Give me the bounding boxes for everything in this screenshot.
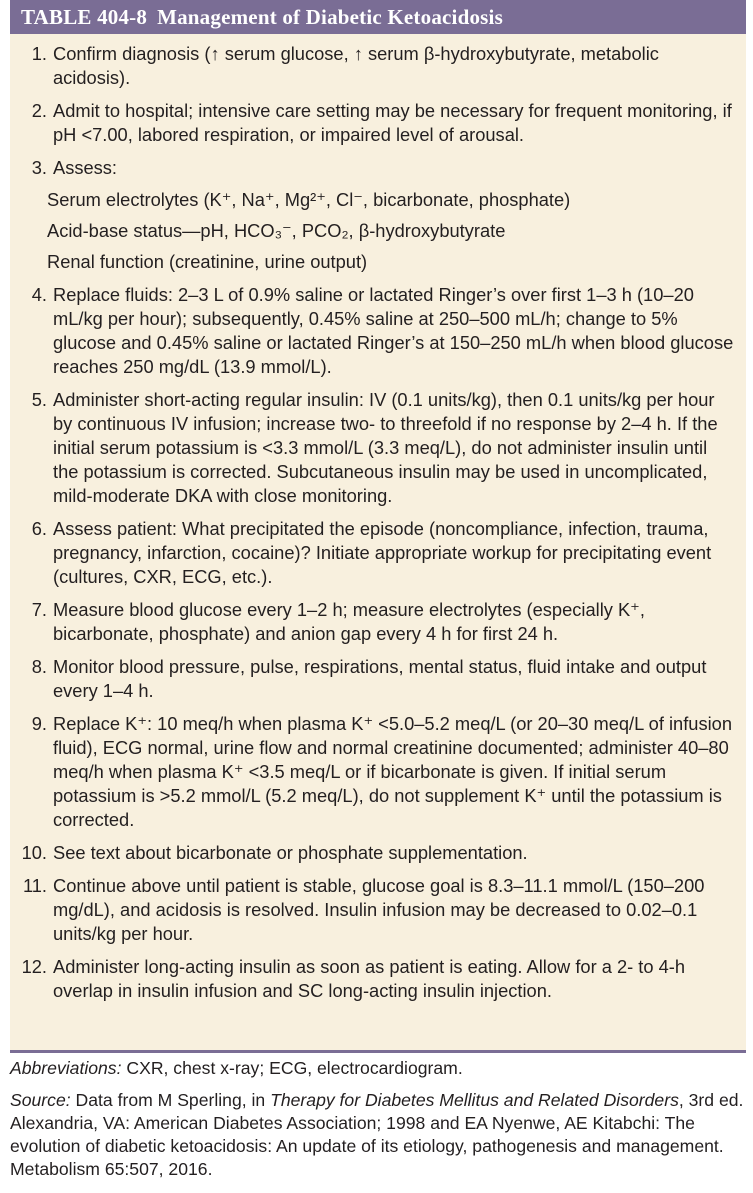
step-number: 6. xyxy=(31,518,47,539)
source-book-title: Therapy for Diabetes Mellitus and Related Disorders xyxy=(270,1090,679,1110)
step-number: 1. xyxy=(31,43,47,64)
table-footnotes xyxy=(10,1057,746,1190)
step-number: 11. xyxy=(22,875,47,896)
step-text: Administer short-acting regular insulin: IV (0.1 units/kg), then 0.1 units/kg per hour by continuous IV infusion; increase two- to threefold if no response by 2–4 h. If the initial serum potassium is <3.3 mmol/L (3.3 meq/L), do not administer insulin until the potassium is corrected. Subcutaneous insulin may be used in uncomplicated, mild-moderate DKA with close monitoring. xyxy=(53,389,718,506)
assess-acid-base: Acid-base status—pH, HCO₃⁻, PCO₂, β-hydroxybutyrate xyxy=(47,220,506,241)
abbreviations-label: Abbreviations: xyxy=(10,1058,122,1078)
step-7 xyxy=(10,598,736,646)
step-1 xyxy=(10,42,736,90)
step-number: 9. xyxy=(31,713,47,734)
step-6 xyxy=(10,517,736,589)
step-text: Assess patient: What precipitated the episode (noncompliance, infection, trauma, pregnancy, infarction, cocaine)? Initiate appropriate workup for precipitating event (cultures, CXR, ECG, etc.). xyxy=(53,518,712,587)
step-number: 5. xyxy=(31,389,47,410)
assess-renal: Renal function (creatinine, urine output) xyxy=(47,251,368,272)
step-number: 3. xyxy=(31,157,47,178)
step-2 xyxy=(10,99,736,147)
step-text: Replace fluids: 2–3 L of 0.9% saline or lactated Ringer’s over first 1–3 h (10–20 mL/kg per hour); subsequently, 0.45% saline at 250–500 mL/h; change to 5% glucose and 0.45% saline or lactated Ringer’s at 150–250 mL/h when blood glucose reaches 250 mg/dL (13.9 mmol/L). xyxy=(53,284,734,377)
table-box xyxy=(10,0,746,1050)
table-number: TABLE 404-8 xyxy=(21,4,148,29)
steps-list xyxy=(10,34,746,1003)
source-note xyxy=(10,1089,746,1181)
step-number: 10. xyxy=(21,842,47,863)
table-bottom-rule xyxy=(10,1050,746,1053)
step-number: 7. xyxy=(31,599,47,620)
step-number: 12. xyxy=(21,956,47,977)
table-title: Management of Diabetic Ketoacidosis xyxy=(157,4,503,29)
step-3 xyxy=(10,156,736,274)
table-header xyxy=(10,0,746,34)
step-number: 2. xyxy=(31,100,47,121)
step-12 xyxy=(10,955,736,1003)
step-text: Measure blood glucose every 1–2 h; measure electrolytes (especially K⁺, bicarbonate, phosphate) and anion gap every 4 h for first 24 h. xyxy=(53,599,645,644)
abbreviations-text: CXR, chest x-ray; ECG, electrocardiogram. xyxy=(121,1058,463,1078)
assess-electrolytes: Serum electrolytes (K⁺, Na⁺, Mg²⁺, Cl⁻, bicarbonate, phosphate) xyxy=(47,189,571,210)
abbreviations-note xyxy=(10,1057,746,1080)
step-10 xyxy=(10,841,736,865)
step-9 xyxy=(10,712,736,832)
step-5 xyxy=(10,388,736,508)
step-text: Administer long-acting insulin as soon as patient is eating. Allow for a 2- to 4-h overlap in insulin infusion and SC long-acting insulin injection. xyxy=(53,956,686,1001)
step-text: Continue above until patient is stable, glucose goal is 8.3–11.1 mmol/L (150–200 mg/dL), and acidosis is resolved. Insulin infusion may be decreased to 0.02–0.1 units/kg per hour. xyxy=(53,875,705,944)
source-text: Data from M Sperling, in xyxy=(70,1090,271,1110)
step-text-block xyxy=(47,156,736,274)
step-text: Assess: xyxy=(53,157,118,178)
step-11 xyxy=(10,874,736,946)
step-text: See text about bicarbonate or phosphate supplementation. xyxy=(53,842,528,863)
source-text-rest: , 3rd ed. Alexandria, VA: American Diabetes Association; 1998 and EA Nyenwe, AE Kitabchi: The evolution of diabetic ketoacidosis: An update of its etiology, pathogenesis and management. Metabolism 65:507, 2016. xyxy=(10,1090,744,1179)
step-text: Confirm diagnosis (↑ serum glucose, ↑ serum β-hydroxybutyrate, metabolic acidosis). xyxy=(53,43,659,88)
source-label: Source: xyxy=(10,1090,71,1110)
step-4 xyxy=(10,283,736,379)
step-number: 8. xyxy=(31,656,47,677)
step-text: Replace K⁺: 10 meq/h when plasma K⁺ <5.0–5.2 meq/L (or 20–30 meq/L of infusion fluid), ECG normal, urine flow and normal creatinine documented; administer 40–80 meq/h when plasma K⁺ <3.5 meq/L or if bicarbonate is given. If initial serum potassium is >5.2 mmol/L (5.2 meq/L), do not supplement K⁺ until the potassium is corrected. xyxy=(53,713,733,830)
step-number: 4. xyxy=(31,284,47,305)
step-text: Admit to hospital; intensive care setting may be necessary for frequent monitoring, if pH <7.00, labored respiration, or impaired level of arousal. xyxy=(53,100,732,145)
step-text: Monitor blood pressure, pulse, respirations, mental status, fluid intake and output every 1–4 h. xyxy=(53,656,707,701)
step-8 xyxy=(10,655,736,703)
